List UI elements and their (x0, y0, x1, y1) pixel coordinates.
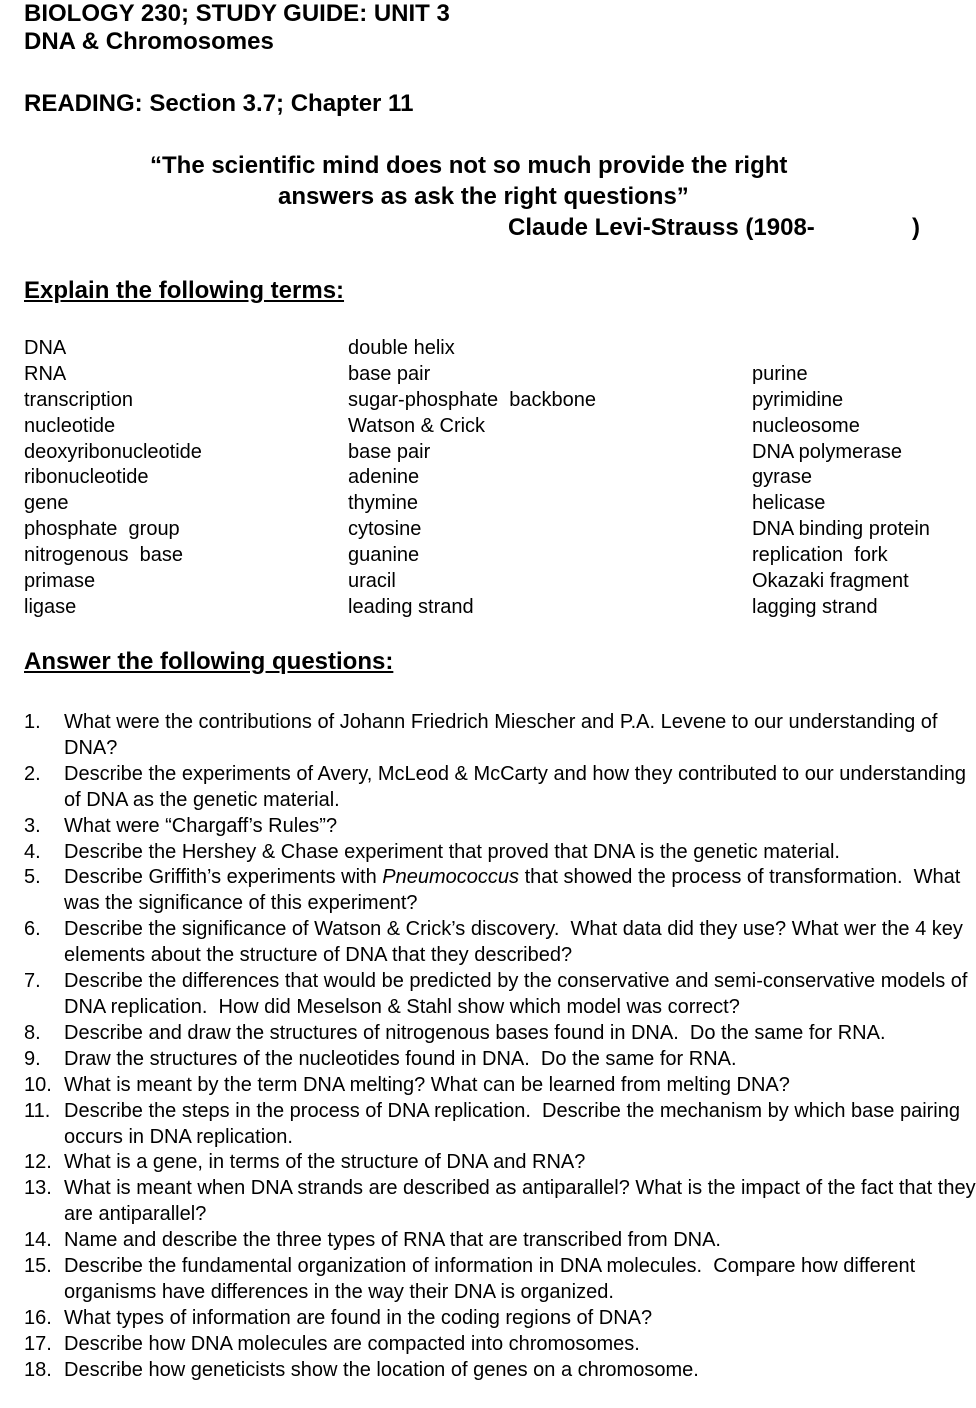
term-item: adenine (348, 466, 420, 489)
question-text: Describe how DNA molecules are compacted into chromosomes. (64, 1332, 640, 1355)
question-item (0, 1332, 976, 1358)
term-item: RNA (24, 362, 67, 385)
question-number: 9. (24, 1047, 41, 1070)
term-item: guanine (348, 544, 420, 567)
term-item: lagging strand (752, 595, 878, 618)
question-item (0, 762, 976, 814)
course-title: BIOLOGY 230; STUDY GUIDE: UNIT 3 (24, 0, 450, 27)
question-number: 4. (24, 840, 41, 863)
term-item: thymine (348, 492, 419, 515)
question-text: Draw the structures of the nucleotides found in DNA. Do the same for RNA. (64, 1047, 737, 1070)
unit-title: DNA & Chromosomes (24, 28, 274, 55)
term-item: nucleosome (752, 414, 860, 437)
terms-column-1 (24, 336, 202, 621)
question-text: What types of information are found in the coding regions of DNA? (64, 1306, 653, 1329)
question-text: Describe and draw the structures of nitrogenous bases found in DNA. Do the same for RNA. (64, 1021, 886, 1044)
question-item (0, 1073, 976, 1099)
question-item (0, 1021, 976, 1047)
term-item: base pair (348, 440, 431, 463)
term-item: DNA (24, 337, 67, 359)
question-text: What is meant when DNA strands are described as antiparallel? What is the impact of the fact that they are antiparallel? (64, 1177, 976, 1226)
term-item: Okazaki fragment (752, 570, 909, 593)
term-item: uracil (348, 570, 396, 593)
question-item (0, 1358, 976, 1384)
term-item: helicase (752, 492, 826, 515)
question-number: 5. (24, 866, 41, 889)
term-item: gyrase (752, 466, 813, 489)
question-text: Describe how geneticists show the location of genes on a chromosome. (64, 1358, 699, 1381)
term-item: transcription (24, 388, 133, 411)
question-text-continued: that showed the process of transformation. What was the significance of this experiment? (64, 866, 966, 915)
question-number: 13. (24, 1177, 52, 1200)
question-number: 14. (24, 1229, 52, 1252)
question-item (0, 1254, 976, 1306)
question-item (0, 1306, 976, 1332)
term-item: ligase (24, 595, 77, 618)
question-number: 2. (24, 762, 41, 785)
term-item: replication fork (752, 544, 888, 567)
question-item (0, 1099, 976, 1151)
question-number: 8. (24, 1021, 41, 1044)
term-item: deoxyribonucleotide (24, 440, 202, 463)
quote-line-1: “The scientific mind does not so much provide the right (150, 152, 788, 179)
quote-line-2: answers as ask the right questions” (278, 183, 689, 210)
term-item: Watson & Crick (348, 414, 486, 437)
question-number: 6. (24, 918, 41, 941)
question-text: What were the contributions of Johann Friedrich Miescher and P.A. Levene to our understanding of DNA? (64, 711, 944, 759)
question-number: 17. (24, 1332, 52, 1355)
question-text: Describe the experiments of Avery, McLeod & McCarty and how they contributed to our understanding of DNA as the genetic material. (64, 762, 972, 811)
term-item: phosphate group (24, 518, 180, 541)
question-item (0, 814, 976, 840)
question-number: 10. (24, 1073, 52, 1096)
question-item (0, 1150, 976, 1176)
term-item: sugar-phosphate backbone (348, 388, 596, 411)
question-item (0, 917, 976, 969)
question-item (0, 969, 976, 1021)
term-item: gene (24, 492, 69, 515)
terms-column-3 (752, 336, 930, 621)
term-item: nitrogenous base (24, 544, 184, 567)
question-number: 12. (24, 1151, 52, 1174)
question-text: Describe the steps in the process of DNA replication. Describe the mechanism by which base pairing occurs in DNA replication. (64, 1099, 966, 1148)
question-text: Describe the fundamental organization of information in DNA molecules. Compare how different organisms have differences in the way their DNA is organized. (64, 1255, 921, 1303)
question-item (0, 1176, 976, 1228)
question-text: What is meant by the term DNA melting? What can be learned from melting DNA? (64, 1073, 790, 1096)
term-item: cytosine (348, 518, 422, 541)
question-item (0, 1047, 976, 1073)
term-item: base pair (348, 362, 431, 385)
question-text: Name and describe the three types of RNA that are transcribed from DNA. (64, 1229, 721, 1252)
question-text: Describe Griffith’s experiments with (64, 866, 383, 889)
question-list (0, 710, 976, 1384)
question-number: 1. (24, 711, 41, 733)
question-text: What is a gene, in terms of the structure of DNA and RNA? (64, 1151, 586, 1174)
question-text: Describe the differences that would be predicted by the conservative and semi-conservative models of DNA replication. How did Meselson & Stahl show which model was correct? (64, 970, 974, 1018)
question-number: 18. (24, 1358, 52, 1381)
question-item (0, 865, 976, 917)
question-number: 16. (24, 1306, 52, 1329)
term-item: purine (752, 362, 808, 385)
question-text-italic: Pneumococcus (382, 866, 520, 889)
term-item: double helix (348, 337, 455, 359)
term-item: nucleotide (24, 414, 116, 437)
question-item (0, 710, 976, 762)
question-number: 7. (24, 970, 41, 993)
question-item (0, 840, 976, 866)
term-item: primase (24, 570, 96, 593)
question-number: 11. (24, 1099, 51, 1122)
question-text: What were “Chargaff’s Rules”? (64, 814, 338, 837)
question-text: Describe the significance of Watson & Crick’s discovery. What data did they use? What wer the 4 key elements about the structure of DNA that they described? (64, 918, 969, 967)
quote-author: Claude Levi-Strauss (1908- (508, 214, 815, 241)
term-item (752, 336, 930, 362)
term-item: DNA polymerase (752, 440, 903, 463)
term-item: pyrimidine (752, 388, 844, 411)
terms-heading: Explain the following terms: (24, 277, 345, 304)
term-item: leading strand (348, 595, 474, 618)
question-number: 15. (24, 1255, 52, 1278)
question-text: Describe the Hershey & Chase experiment that proved that DNA is the genetic material. (64, 840, 840, 863)
term-item: DNA binding protein (752, 518, 930, 541)
question-number: 3. (24, 814, 41, 837)
reading-assignment: READING: Section 3.7; Chapter 11 (24, 90, 414, 117)
term-item: ribonucleotide (24, 466, 149, 489)
terms-column-2 (348, 336, 596, 621)
question-item (0, 1228, 976, 1254)
questions-heading: Answer the following questions: (24, 648, 394, 675)
quote-author-close: ) (912, 214, 920, 241)
